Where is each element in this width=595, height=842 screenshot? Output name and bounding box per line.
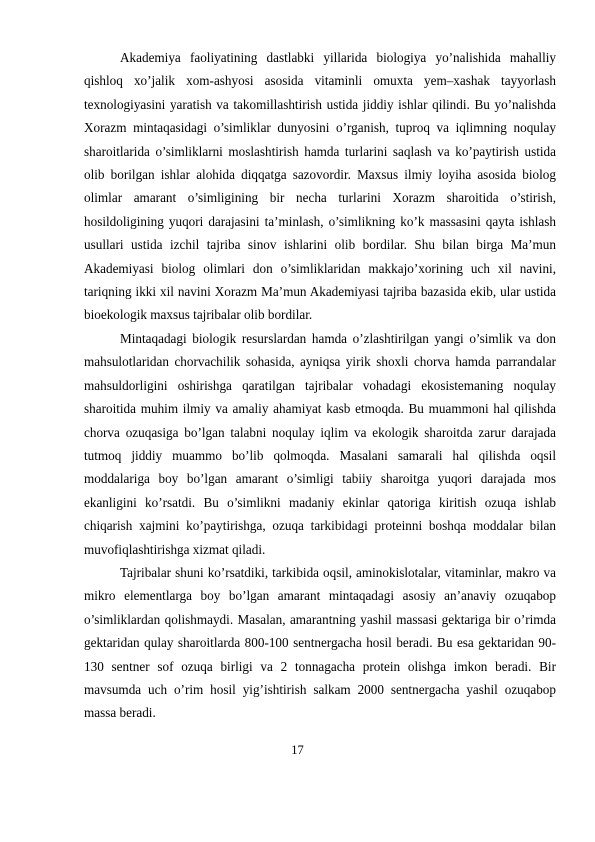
page-number: 17 (291, 743, 304, 757)
paragraph-3: Tajribalar shuni ko’rsatdiki, tarkibida oqsil, aminokislotalar, vitaminlar, makro va mikro elementlarga boy bo’lgan amarant mintaqadagi asosiy an’anaviy ozuqabop o’simliklardan qolishmaydi. Masalan, amarantning yashil massasi gektariga bir o’rimda gektaridan qulay sharoitlarda 800-100 sentnergacha hosil beradi. Bu esa gektaridan 90-130 sentner sof ozuqa birligi va 2 tonnagacha protein olishga imkon beradi. Bir mavsumda uch o’rim hosil yig’ishtirish salkam 2000 sentnergacha yashil ozuqabop massa beradi. (84, 564, 556, 721)
paragraph-1: Akademiya faoliyatining dastlabki yillarida biologiya yo’nalishida mahalliy qishloq xo’jalik xom-ashyosi asosida vitaminli omuxta yem–xashak tayyorlash texnologiyasini yaratish va takomillashtirish ustida jiddiy ishlar qilindi. Bu yo’nalishda Xorazm mintaqasidagi o’simliklar dunyosini o’rganish, tuproq va iqlimning noqulay sharoitlarida o’simliklarni moslashtirish hamda turlarini saqlash va ko’paytirish ustida olib borilgan ishlar alohida diqqatga sazovordir. Maxsus ilmiy loyiha asosida biolog olimlar amarant o’simligining bir necha turlarini Xorazm sharoitida o’stirish, hosildoligining yuqori darajasini ta’minlash, o’simlikning ko’k massasini qayta ishlash usullari ustida izchil tajriba sinov ishlarini olib bordilar. Shu bilan birga Ma’mun Akademiyasi biolog olimlari don o’simliklaridan makkajo’xorining uch xil navini, tariqning ikki xil navini Xorazm Ma’mun Akademiyasi tajriba bazasida ekib, ular ustida bioekologik maxsus tajribalar olib bordilar. (84, 50, 556, 323)
page-body (84, 46, 556, 725)
paragraph-2: Mintaqadagi biologik resurslardan hamda o’zlashtirilgan yangi o’simlik va don mahsulotlaridan chorvachilik sohasida, ayniqsa yirik shoxli chorva hamda parrandalar mahsuldorligini oshirishga qaratilgan tajribalar vohadagi ekosistemaning noqulay sharoitida muhim ilmiy va amaliy ahamiyat kasb etmoqda. Bu muammoni hal qilishda chorva ozuqasiga bo’lgan talabni noqulay iqlim va ekologik sharoitda zarur darajada tutmoq jiddiy muammo bo’lib qolmoqda. Masalani samarali hal qilishda oqsil moddalariga boy bo’lgan amarant o’simligi tabiiy sharoitga yuqori darajada mos ekanligini ko’rsatdi. Bu o’simlikni madaniy ekinlar qatoriga kiritish ozuqa ishlab chiqarish xajmini ko’paytirishga, ozuqa tarkibidagi proteinni boshqa moddalar bilan muvofiqlashtirishga xizmat qiladi. (84, 330, 556, 557)
